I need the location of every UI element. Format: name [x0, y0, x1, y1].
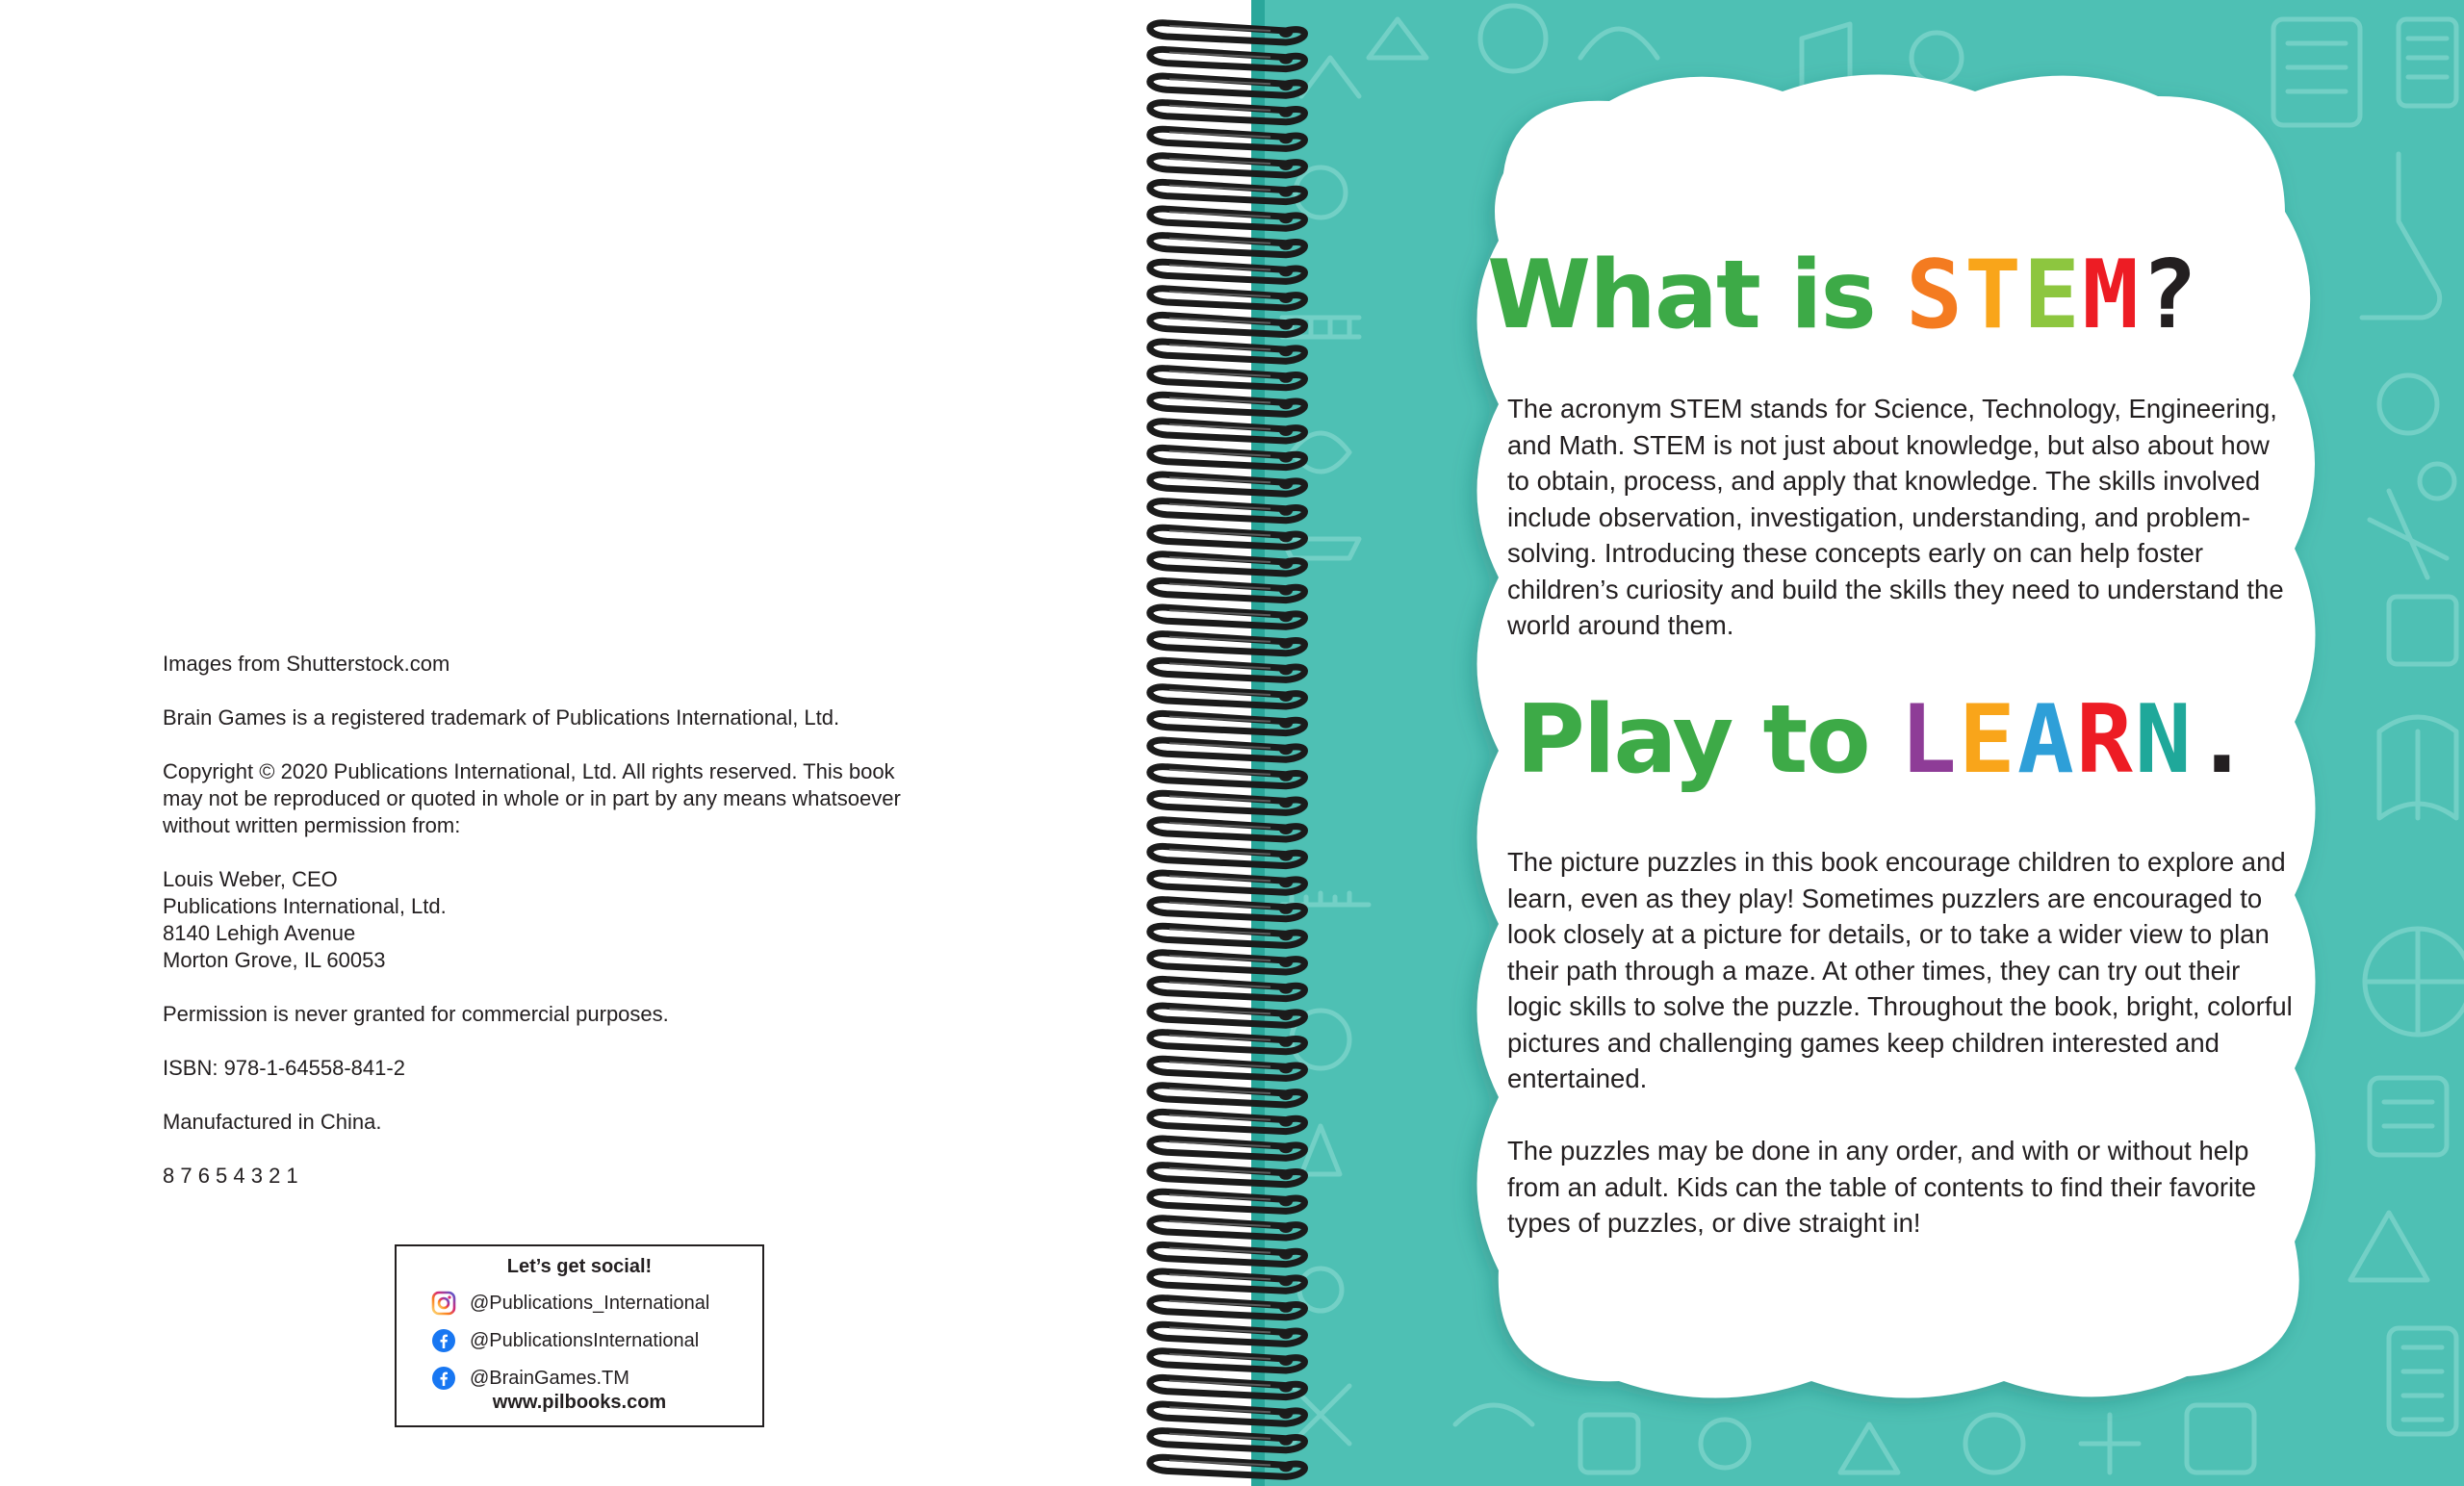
heading-prefix: What is	[1487, 241, 1907, 350]
social-row-instagram[interactable]	[431, 1290, 709, 1317]
instagram-icon	[431, 1291, 456, 1316]
copyright-block	[163, 651, 1029, 1217]
credit-line: ISBN: 978-1-64558-841-2	[163, 1056, 405, 1080]
play-paragraph: The picture puzzles in this book encourage children to explore and learn, even as they play! Sometimes puzzlers are encouraged to look closely at a picture for details, or to take a wider view to plan their path through a maze. At other times, they can try out their logic skills to solve the puzzle. Throughout the book, bright, colorful pictures and challenging games keep children interested and entertained.	[1507, 847, 2293, 1093]
social-row-facebook-braingames[interactable]	[431, 1365, 629, 1392]
question-mark: ?	[2141, 241, 2200, 350]
stem-letter-m: M	[2082, 241, 2142, 350]
stem-letter-t: T	[1964, 241, 2024, 350]
facebook-icon	[431, 1366, 456, 1391]
social-handle: @Publications_International	[470, 1292, 710, 1314]
stem-letter-e: E	[2023, 241, 2083, 350]
order-paragraph: The puzzles may be done in any order, and with or without help from an adult. Kids can the table of contents to find their favorite types of puzzles, or dive straight in!	[1507, 1136, 2257, 1238]
left-page	[0, 0, 1165, 1486]
social-title: Let’s get social!	[506, 1256, 653, 1277]
social-handle: @BrainGames.TM	[470, 1367, 629, 1389]
credit-line: Images from Shutterstock.com	[163, 652, 450, 676]
credit-line: Manufactured in China.	[163, 1110, 382, 1134]
social-box	[395, 1244, 764, 1427]
heading-what-is-stem	[1487, 241, 2353, 356]
learn-letter-r: R	[2075, 685, 2135, 795]
learn-letter-e: E	[1958, 685, 2017, 795]
learn-letter-a: A	[2016, 685, 2076, 795]
credit-line: Copyright © 2020 Publications International, Ltd. All rights reserved. This book may not be reproduced or quoted in whole or in part by any means whatsoever without written permission from:	[163, 759, 901, 837]
credit-line: Louis Weber, CEO Publications International, Ltd. 8140 Lehigh Avenue Morton Grove, IL 60053	[163, 867, 447, 972]
social-handle: @PublicationsInternational	[470, 1329, 700, 1351]
credit-line: Permission is never granted for commercial purposes.	[163, 1002, 669, 1026]
credit-line: Brain Games is a registered trademark of Publications International, Ltd.	[163, 705, 840, 730]
website-link[interactable]: www.pilbooks.com	[492, 1392, 667, 1413]
learn-letter-l: L	[1899, 685, 1959, 795]
stem-letter-s: S	[1906, 241, 1965, 350]
stem-paragraph: The acronym STEM stands for Science, Technology, Engineering, and Math. STEM is not just about knowledge, but also about how to obtain, process, and apply that knowledge. The skills involved include observation, investigation, understanding, and problem-solving. Introducing these concepts early on can help foster children’s curiosity and build the skills they need to understand the world around them.	[1507, 394, 2284, 640]
facebook-icon	[431, 1328, 456, 1353]
heading-prefix: Play to	[1516, 685, 1900, 795]
heading-play-to-learn	[1516, 685, 2382, 810]
period-mark: .	[2193, 685, 2252, 795]
learn-letter-n: N	[2134, 685, 2194, 795]
social-row-facebook[interactable]	[431, 1327, 699, 1354]
print-line: 8 7 6 5 4 3 2 1	[163, 1164, 298, 1188]
